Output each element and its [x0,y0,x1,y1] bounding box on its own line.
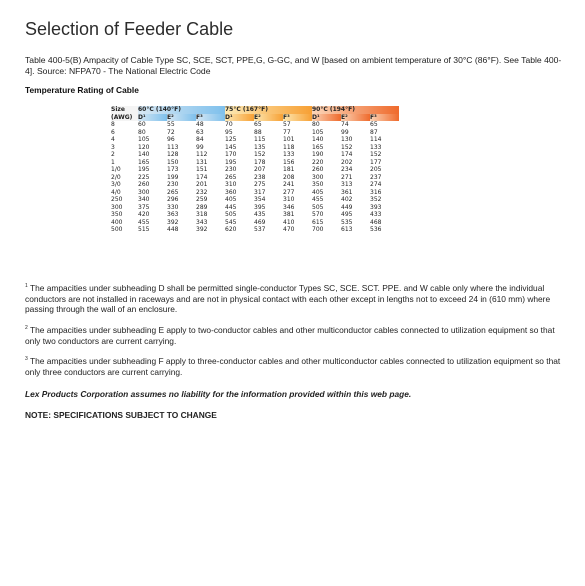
ampacity-cell: 195 [138,166,150,173]
ampacity-cell: 152 [341,143,353,151]
ampacity-cell: 395 [254,203,266,211]
ampacity-cell: 128 [167,151,179,158]
ampacity-cell: 199 [167,173,179,181]
ampacity-cell: 101 [283,136,295,143]
ampacity-cell: 105 [312,128,324,136]
ampacity-cell: 346 [283,203,295,211]
table-row [111,189,399,197]
subhead-f: F³ [283,114,312,122]
ampacity-cell: 202 [341,158,353,166]
ampacity-cell: 114 [370,136,382,143]
ampacity-cell: 80 [312,121,320,128]
ampacity-cell: 700 [312,226,324,233]
liability-disclaimer: Lex Products Corporation assumes no liability for the information provided within this web page. [25,389,412,399]
ampacity-cell: 238 [254,173,266,181]
ampacity-cell: 445 [225,203,237,211]
ampacity-cell: 468 [370,218,382,226]
size-cell: 1/0 [111,166,121,173]
ampacity-cell: 65 [254,121,262,128]
footnote-text: The ampacities under subheading F apply to three-conductor cables and other multiconductor cables connected to utilization equipment so that only three conductors are current carrying. [25,356,561,377]
size-cell: 4 [111,136,115,143]
ampacity-cell: 99 [196,143,204,151]
ampacity-cell: 265 [167,188,179,196]
ampacity-cell: 545 [225,218,237,226]
ampacity-cell: 350 [312,181,324,188]
ampacity-cell: 363 [167,211,179,218]
size-cell: 8 [111,121,115,128]
subhead-d: D¹ [225,114,254,122]
ampacity-cell: 340 [138,196,150,203]
ampacity-cell: 570 [312,211,324,218]
group-header-75c: 75°C (167°F) [225,106,312,114]
ampacity-cell: 177 [370,158,382,166]
ampacity-cell: 271 [341,173,353,181]
ampacity-cell: 201 [196,181,208,188]
subhead-d: D¹ [138,114,167,122]
table-row [111,211,399,219]
ampacity-cell: 352 [370,196,382,203]
ampacity-cell: 392 [167,218,179,226]
ampacity-cell: 118 [283,143,295,151]
ampacity-cell: 330 [167,203,179,211]
ampacity-cell: 405 [312,188,324,196]
table-row [111,159,399,167]
ampacity-cell: 63 [196,128,204,136]
ampacity-cell: 393 [370,203,382,211]
ampacity-cell: 174 [196,173,208,181]
ampacity-cell: 152 [370,151,382,158]
size-cell: 6 [111,128,115,136]
ampacity-cell: 515 [138,226,150,233]
ampacity-cell: 381 [283,211,295,218]
awg-header: (AWG) [111,114,138,122]
ampacity-cell: 469 [254,218,266,226]
subhead-e: E² [341,114,370,122]
size-cell: 300 [111,203,123,211]
ampacity-cell: 48 [196,121,204,128]
ampacity-cell: 140 [312,136,324,143]
ampacity-cell: 318 [196,211,208,218]
ampacity-cell: 208 [283,173,295,181]
ampacity-cell: 410 [283,218,295,226]
ampacity-cell: 65 [370,121,378,128]
table-row [111,226,399,234]
footnote-text: The ampacities under subheading E apply to two-conductor cables and other multiconductor cables connected to utilization equipment so that only two conductors are current carrying. [25,325,555,346]
ampacity-cell: 99 [341,128,349,136]
ampacity-cell: 354 [254,196,266,203]
ampacity-cell: 537 [254,226,266,233]
ampacity-cell: 112 [196,151,208,158]
table-subheading: Temperature Rating of Cable [25,85,139,95]
ampacity-cell: 361 [341,188,353,196]
ampacity-cell: 165 [138,158,150,166]
ampacity-cell: 274 [370,181,382,188]
ampacity-cell: 133 [370,143,382,151]
ampacity-cell: 448 [167,226,179,233]
ampacity-cell: 375 [138,203,150,211]
ampacity-cell: 205 [370,166,382,173]
ampacity-cell: 405 [225,196,237,203]
ampacity-cell: 300 [312,173,324,181]
ampacity-cell: 74 [341,121,349,128]
table-row [111,204,399,212]
ampacity-cell: 95 [225,128,233,136]
size-header: Size [111,106,138,114]
ampacity-cell: 260 [312,166,324,173]
ampacity-cell: 620 [225,226,237,233]
footnote-mark: 1 [25,283,28,290]
ampacity-cell: 140 [138,151,150,158]
group-header-90c: 90°C (194°F) [312,106,399,114]
footnote-text: The ampacities under subheading D shall be permitted single-conductor Types SC, SCE. SCT. PPE. and W cable only where the individual conductors are not installed in raceways and are not in physical contact with each other except in lengths not to exceed 24 in (610 mm) where passing through the wall of an enclosure. [25,283,551,315]
spec-change-note: NOTE: SPECIFICATIONS SUBJECT TO CHANGE [25,410,217,420]
group-header-60c: 60°C (140°F) [138,106,225,114]
table-row [111,129,399,137]
size-cell: 2 [111,151,115,158]
subhead-d: D¹ [312,114,341,122]
ampacity-cell: 316 [370,188,382,196]
ampacity-cell: 133 [283,151,295,158]
ampacity-cell: 260 [138,181,150,188]
table-row [111,121,399,129]
ampacity-cell: 165 [312,143,324,151]
table-row [111,196,399,204]
ampacity-cell: 173 [167,166,179,173]
ampacity-cell: 455 [138,218,150,226]
ampacity-cell: 220 [312,158,324,166]
ampacity-cell: 505 [312,203,324,211]
ampacity-cell: 505 [225,211,237,218]
table-subheader-row [111,114,399,122]
table-row [111,181,399,189]
size-cell: 1 [111,158,115,166]
ampacity-cell: 313 [341,181,353,188]
ampacity-cell: 296 [167,196,179,203]
table-row [111,144,399,152]
ampacity-cell: 113 [167,143,179,151]
subhead-e: E² [167,114,196,122]
subhead-e: E² [254,114,283,122]
size-cell: 250 [111,196,123,203]
table-row [111,219,399,227]
ampacity-cell: 150 [167,158,179,166]
ampacity-cell: 170 [225,151,237,158]
ampacity-cell: 259 [196,196,208,203]
ampacity-cell: 190 [312,151,324,158]
ampacity-cell: 207 [254,166,266,173]
size-cell: 4/0 [111,188,121,196]
footnote-1 [25,283,565,315]
table-row [111,174,399,182]
size-cell: 350 [111,211,123,218]
ampacity-cell: 420 [138,211,150,218]
ampacity-cell: 277 [283,188,295,196]
ampacity-cell: 435 [254,211,266,218]
footnote-3 [25,356,565,377]
ampacity-cell: 130 [341,136,353,143]
ampacity-cell: 433 [370,211,382,218]
ampacity-cell: 241 [283,181,295,188]
ampacity-cell: 156 [283,158,295,166]
size-cell: 3/0 [111,181,121,188]
ampacity-cell: 88 [254,128,262,136]
ampacity-cell: 230 [225,166,237,173]
ampacity-cell: 402 [341,196,353,203]
ampacity-cell: 360 [225,188,237,196]
footnote-2 [25,325,565,346]
ampacity-cell: 449 [341,203,353,211]
ampacity-cell: 289 [196,203,208,211]
ampacity-cell: 265 [225,173,237,181]
ampacity-cell: 470 [283,226,295,233]
size-cell: 2/0 [111,173,121,181]
subhead-f: F³ [196,114,225,122]
subhead-f: F³ [370,114,399,122]
ampacity-cell: 125 [225,136,237,143]
ampacity-cell: 536 [370,226,382,233]
ampacity-cell: 57 [283,121,291,128]
ampacity-cell: 310 [225,181,237,188]
ampacity-cell: 105 [138,136,150,143]
size-cell: 400 [111,218,123,226]
ampacity-cell: 152 [254,151,266,158]
table-group-header-row [111,106,399,114]
table-row [111,136,399,144]
ampacity-cell: 275 [254,181,266,188]
ampacity-cell: 60 [138,121,146,128]
ampacity-cell: 135 [254,143,266,151]
footnote-mark: 3 [25,356,28,363]
ampacity-cell: 72 [167,128,175,136]
ampacity-cell: 535 [341,218,353,226]
ampacity-cell: 455 [312,196,324,203]
ampacity-cell: 310 [283,196,295,203]
ampacity-cell: 234 [341,166,353,173]
ampacity-cell: 237 [370,173,382,181]
size-cell: 500 [111,226,123,233]
footnote-mark: 2 [25,325,28,332]
ampacity-cell: 84 [196,136,204,143]
ampacity-cell: 115 [254,136,266,143]
ampacity-table-body [111,121,399,234]
ampacity-cell: 178 [254,158,266,166]
table-row [111,166,399,174]
ampacity-cell: 174 [341,151,353,158]
page-title: Selection of Feeder Cable [25,19,234,39]
ampacity-cell: 230 [167,181,179,188]
ampacity-cell: 131 [196,158,208,166]
table-row [111,151,399,159]
ampacity-cell: 300 [138,188,150,196]
ampacity-cell: 225 [138,173,150,181]
ampacity-cell: 70 [225,121,233,128]
ampacity-cell: 343 [196,218,208,226]
ampacity-cell: 317 [254,188,266,196]
ampacity-table [111,106,399,234]
ampacity-cell: 87 [370,128,378,136]
ampacity-cell: 495 [341,211,353,218]
ampacity-cell: 145 [225,143,237,151]
ampacity-cell: 615 [312,218,324,226]
ampacity-cell: 195 [225,158,237,166]
ampacity-cell: 120 [138,143,150,151]
size-cell: 3 [111,143,115,151]
ampacity-cell: 151 [196,166,208,173]
ampacity-cell: 80 [138,128,146,136]
ampacity-cell: 232 [196,188,208,196]
ampacity-cell: 613 [341,226,353,233]
ampacity-cell: 392 [196,226,208,233]
ampacity-cell: 55 [167,121,175,128]
ampacity-cell: 77 [283,128,291,136]
ampacity-cell: 96 [167,136,175,143]
ampacity-cell: 181 [283,166,295,173]
table-intro: Table 400-5(B) Ampacity of Cable Type SC, SCE, SCT, PPE,G, G-GC, and W [based on ambient temperature of 30°C (86°F). See Table 400-4]. Source: NFPA70 - The National Electric Code [25,55,562,76]
